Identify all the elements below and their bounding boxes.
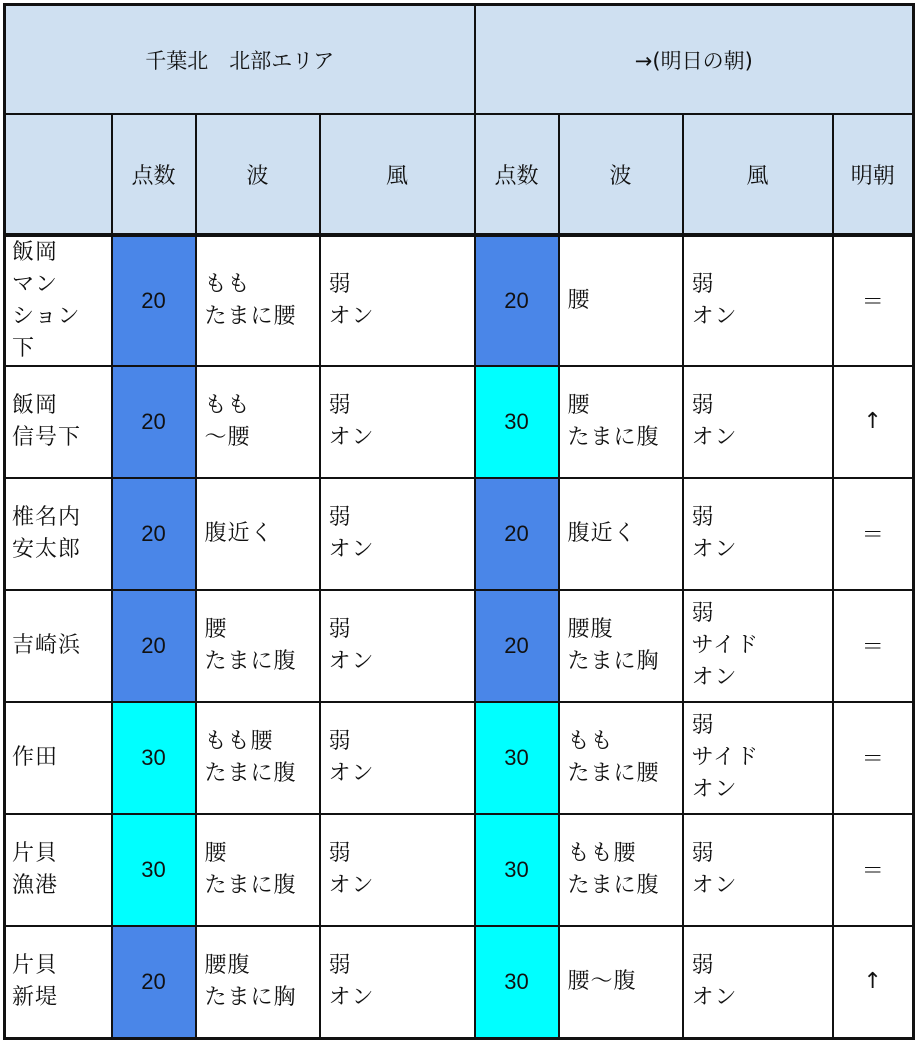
tomorrow-score: 30 xyxy=(475,366,559,478)
tomorrow-score: 20 xyxy=(475,235,559,366)
today-wave-line: たまに腹 xyxy=(204,648,297,674)
col-tomorrow-wind: 風 xyxy=(683,114,833,235)
tomorrow-score: 20 xyxy=(475,478,559,590)
tomorrow-trend: ↑ xyxy=(833,366,914,478)
spot-name-line: 作田 xyxy=(12,744,59,770)
today-score: 20 xyxy=(112,366,196,478)
today-score: 20 xyxy=(112,478,196,590)
tomorrow-score: 30 xyxy=(475,702,559,814)
table-row xyxy=(5,478,914,590)
tomorrow-wind-line: オン xyxy=(691,303,738,329)
today-wind xyxy=(320,478,475,590)
tomorrow-trend: ＝ xyxy=(833,814,914,926)
tomorrow-wave-line: 腰 xyxy=(567,392,591,418)
tomorrow-wind-line: オン xyxy=(691,664,738,690)
tomorrow-wind-line: 弱 xyxy=(691,952,715,978)
spot-name-line: 信号下 xyxy=(12,424,82,450)
spot-name-line: 片貝 xyxy=(12,840,59,866)
today-wave-line: たまに腹 xyxy=(204,872,297,898)
today-wind-line: 弱 xyxy=(328,271,352,297)
spot-name xyxy=(5,590,112,702)
today-wind xyxy=(320,702,475,814)
tomorrow-wave xyxy=(559,814,683,926)
tomorrow-wave xyxy=(559,702,683,814)
today-score: 30 xyxy=(112,702,196,814)
tomorrow-wind-line: オン xyxy=(691,536,738,562)
tomorrow-wave-line: たまに腰 xyxy=(567,760,660,786)
today-wind xyxy=(320,814,475,926)
tomorrow-wave xyxy=(559,926,683,1039)
spot-name xyxy=(5,366,112,478)
today-wave xyxy=(196,814,320,926)
today-wave-line: 腰 xyxy=(204,616,228,642)
tomorrow-wind xyxy=(683,478,833,590)
today-wave xyxy=(196,590,320,702)
today-wave-line: もも xyxy=(204,271,251,297)
tomorrow-wave-line: たまに腹 xyxy=(567,872,660,898)
tomorrow-wave xyxy=(559,590,683,702)
today-wind xyxy=(320,926,475,1039)
tomorrow-score: 30 xyxy=(475,926,559,1039)
tomorrow-trend: ↑ xyxy=(833,926,914,1039)
col-tomorrow-trend: 明朝 xyxy=(833,114,914,235)
today-score: 20 xyxy=(112,926,196,1039)
tomorrow-wave xyxy=(559,478,683,590)
tomorrow-wave-line: たまに腹 xyxy=(567,424,660,450)
today-wind-line: 弱 xyxy=(328,952,352,978)
col-today-score: 点数 xyxy=(112,114,196,235)
tomorrow-wind xyxy=(683,702,833,814)
spot-name-line: 椎名内 xyxy=(12,504,82,530)
tomorrow-wave-line: 腰 xyxy=(567,287,591,313)
table-row xyxy=(5,590,914,702)
today-wind-line: 弱 xyxy=(328,616,352,642)
today-wind xyxy=(320,590,475,702)
tomorrow-wind xyxy=(683,590,833,702)
table-row xyxy=(5,814,914,926)
tomorrow-wave-line: 腹近く xyxy=(567,520,637,546)
today-wave-line: 〜腰 xyxy=(204,424,251,450)
today-wind-line: オン xyxy=(328,760,375,786)
tomorrow-wind-line: 弱 xyxy=(691,392,715,418)
today-wave-line: 腰腹 xyxy=(204,952,251,978)
table-row xyxy=(5,235,914,366)
today-wave-line: もも xyxy=(204,392,251,418)
tomorrow-wind xyxy=(683,926,833,1039)
spot-name xyxy=(5,926,112,1039)
forecast-rows xyxy=(5,235,914,1038)
tomorrow-trend: ＝ xyxy=(833,590,914,702)
area-title: 千葉北 北部エリア xyxy=(5,5,475,115)
today-wave-line: たまに腹 xyxy=(204,760,297,786)
tomorrow-wave xyxy=(559,366,683,478)
header-row-titles xyxy=(5,5,914,115)
spot-name-line: マン xyxy=(12,271,59,297)
tomorrow-wave-line: 腰〜腹 xyxy=(567,968,637,994)
col-tomorrow-wave: 波 xyxy=(559,114,683,235)
today-wind-line: オン xyxy=(328,648,375,674)
tomorrow-trend: ＝ xyxy=(833,478,914,590)
spot-name-line: ション xyxy=(12,303,81,329)
spot-name-line: 飯岡 xyxy=(12,240,59,265)
tomorrow-wind-line: 弱 xyxy=(691,712,715,738)
today-wind-line: オン xyxy=(328,536,375,562)
today-wind-line: オン xyxy=(328,424,375,450)
today-wave-line: 腹近く xyxy=(204,520,274,546)
tomorrow-wave-line: たまに胸 xyxy=(567,648,660,674)
tomorrow-wind-line: 弱 xyxy=(691,504,715,530)
spot-name-line: 吉崎浜 xyxy=(12,632,82,658)
today-wave-line: たまに胸 xyxy=(204,984,297,1010)
tomorrow-wind-line: オン xyxy=(691,872,738,898)
today-wave-line: もも腰 xyxy=(204,728,274,754)
tomorrow-wind-line: 弱 xyxy=(691,600,715,626)
tomorrow-wave-line: もも腰 xyxy=(567,840,637,866)
today-score: 30 xyxy=(112,814,196,926)
tomorrow-score: 20 xyxy=(475,590,559,702)
spot-name-line: 片貝 xyxy=(12,952,59,978)
spot-name-line: 新堤 xyxy=(12,984,59,1010)
tomorrow-wind-line: サイド xyxy=(691,744,759,770)
tomorrow-wave xyxy=(559,235,683,366)
spot-name-line: 安太郎 xyxy=(12,536,82,562)
today-wave xyxy=(196,478,320,590)
today-score: 20 xyxy=(112,235,196,366)
tomorrow-wind xyxy=(683,235,833,366)
spot-name xyxy=(5,235,112,366)
tomorrow-score: 30 xyxy=(475,814,559,926)
tomorrow-wind-line: オン xyxy=(691,984,738,1010)
today-wind xyxy=(320,235,475,366)
col-today-wind: 風 xyxy=(320,114,475,235)
today-wind xyxy=(320,366,475,478)
today-wave xyxy=(196,366,320,478)
tomorrow-wind-line: オン xyxy=(691,424,738,450)
table-row xyxy=(5,926,914,1039)
spot-name-line: 下 xyxy=(12,335,36,361)
tomorrow-wind-line: サイド xyxy=(691,632,759,658)
spot-name xyxy=(5,702,112,814)
header-row-columns xyxy=(5,114,914,235)
today-wave-line: 腰 xyxy=(204,840,228,866)
tomorrow-wind xyxy=(683,814,833,926)
tomorrow-wind-line: 弱 xyxy=(691,271,715,297)
tomorrow-wind-line: オン xyxy=(691,776,738,802)
today-wave xyxy=(196,926,320,1039)
spot-name-line: 漁港 xyxy=(12,872,59,898)
table-row xyxy=(5,366,914,478)
col-tomorrow-score: 点数 xyxy=(475,114,559,235)
tomorrow-title: →(明日の朝) xyxy=(475,5,914,115)
today-wind-line: オン xyxy=(328,984,375,1010)
today-wind-line: 弱 xyxy=(328,392,352,418)
today-wind-line: オン xyxy=(328,303,375,329)
tomorrow-wave-line: もも xyxy=(567,728,614,754)
today-wave xyxy=(196,235,320,366)
today-wind-line: 弱 xyxy=(328,504,352,530)
tomorrow-trend: ＝ xyxy=(833,702,914,814)
tomorrow-trend: ＝ xyxy=(833,235,914,366)
today-wave xyxy=(196,702,320,814)
spot-name xyxy=(5,814,112,926)
table-row xyxy=(5,702,914,814)
tomorrow-wind-line: 弱 xyxy=(691,840,715,866)
today-wind-line: オン xyxy=(328,872,375,898)
tomorrow-wind xyxy=(683,366,833,478)
today-wind-line: 弱 xyxy=(328,728,352,754)
spot-name-line: 飯岡 xyxy=(12,392,59,418)
today-wave-line: たまに腰 xyxy=(204,303,297,329)
spot-header-blank xyxy=(5,114,112,235)
col-today-wave: 波 xyxy=(196,114,320,235)
spot-name xyxy=(5,478,112,590)
surf-forecast-table xyxy=(3,3,915,1040)
tomorrow-wave-line: 腰腹 xyxy=(567,616,614,642)
today-wind-line: 弱 xyxy=(328,840,352,866)
today-score: 20 xyxy=(112,590,196,702)
